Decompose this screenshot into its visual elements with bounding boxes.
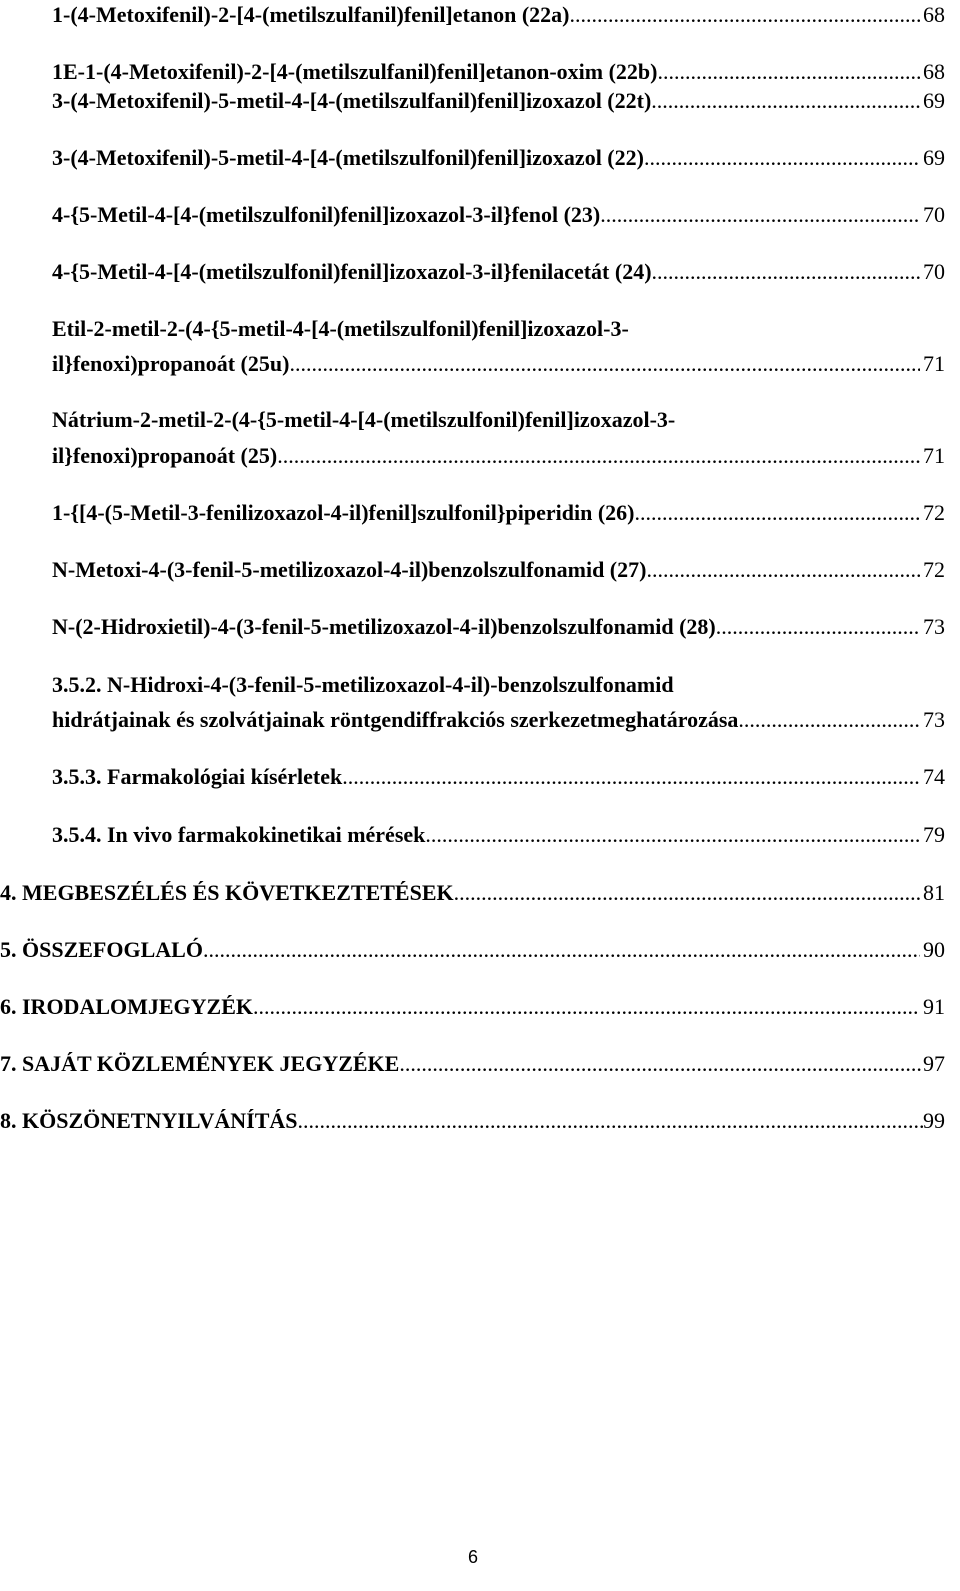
toc-leader-dots [644, 145, 920, 171]
toc-entry-title-line1: Nátrium-2-metil-2-(4-{5-metil-4-[4-(metilszulfonil)fenil]izoxazol-3- [52, 407, 676, 432]
toc-entry-title: N-Metoxi-4-(3-fenil-5-metilizoxazol-4-il)benzolszulfonamid (27) [52, 557, 647, 582]
toc-entry-page: 81 [923, 880, 945, 905]
toc-leader-dots [652, 259, 920, 285]
toc-entry-page: 71 [923, 351, 945, 376]
toc-entry-title: 4. MEGBESZÉLÉS ÉS KÖVETKEZTETÉSEK [0, 880, 454, 905]
toc-entry-page: 97 [923, 1051, 945, 1076]
toc-entry-title-line1: 3.5.2. N-Hidroxi-4-(3-fenil-5-metilizoxazol-4-il)-benzolszulfonamid [52, 672, 674, 697]
toc-entry-title: 8. KÖSZÖNETNYILVÁNÍTÁS [0, 1108, 298, 1133]
toc-entry-title: N-(2-Hidroxietil)-4-(3-fenil-5-metilizoxazol-4-il)benzolszulfonamid (28) [52, 614, 716, 639]
toc-entry-page: 73 [923, 614, 945, 639]
toc-entry-page: 99 [923, 1108, 945, 1133]
toc-entry-title: 5. ÖSSZEFOGLALÓ [0, 937, 203, 962]
toc-entry-title-line1: Etil-2-metil-2-(4-{5-metil-4-[4-(metilszulfonil)fenil]izoxazol-3- [52, 316, 629, 341]
toc-leader-dots [203, 937, 920, 963]
toc-entry-page: 72 [923, 557, 945, 582]
toc-entry-page: 68 [923, 59, 945, 84]
toc-entry-page: 91 [923, 994, 945, 1019]
toc-leader-dots [646, 557, 920, 583]
toc-entry-title: 3-(4-Metoxifenil)-5-metil-4-[4-(metilszulfonil)fenil]izoxazol (22) [52, 145, 644, 170]
toc-leader-dots [569, 2, 920, 28]
toc-entry-page: 74 [923, 764, 945, 789]
toc-entry-title: hidrátjainak és szolvátjainak röntgendiffrakciós szerkezetmeghatározása [52, 707, 739, 732]
toc-leader-dots [399, 1051, 923, 1077]
toc-leader-dots [342, 764, 920, 790]
toc-leader-dots [277, 443, 920, 469]
toc-entry-page: 71 [923, 443, 945, 468]
toc-leader-dots [253, 994, 920, 1020]
toc-entry-page: 69 [923, 145, 945, 170]
toc-entry-title: 3-(4-Metoxifenil)-5-metil-4-[4-(metilszulfanil)fenil]izoxazol (22t) [52, 88, 652, 113]
toc-entry-page: 90 [923, 937, 945, 962]
toc-entry-title: 1-{[4-(5-Metil-3-fenilizoxazol-4-il)fenil]szulfonil}piperidin (26) [52, 500, 635, 525]
toc-leader-dots [716, 614, 920, 640]
toc-leader-dots [298, 1108, 924, 1134]
toc-entry-page: 70 [923, 259, 945, 284]
toc-entry-title: 1E-1-(4-Metoxifenil)-2-[4-(metilszulfanil)fenil]etanon-oxim (22b) [52, 59, 658, 84]
toc-entry-page: 70 [923, 202, 945, 227]
toc-leader-dots [289, 351, 920, 377]
toc-entry-page: 72 [923, 500, 945, 525]
toc-entry-title: 4-{5-Metil-4-[4-(metilszulfonil)fenil]izoxazol-3-il}fenilacetát (24) [52, 259, 652, 284]
toc-entry-page: 68 [923, 2, 945, 27]
toc-entry-page: 79 [923, 822, 945, 847]
toc-leader-dots [635, 500, 920, 526]
toc-leader-dots [657, 59, 920, 85]
toc-entry-title: il}fenoxi)propanoát (25) [52, 443, 278, 468]
toc-leader-dots [454, 880, 920, 906]
toc-entry-title: 3.5.3. Farmakológiai kísérletek [52, 764, 343, 789]
page-number: 6 [467, 1547, 478, 1567]
toc-entry-title: 1-(4-Metoxifenil)-2-[4-(metilszulfanil)fenil]etanon (22a) [52, 2, 570, 27]
toc-entry-title: 6. IRODALOMJEGYZÉK [0, 994, 254, 1019]
toc-entry-page: 73 [923, 707, 945, 732]
toc-leader-dots [738, 707, 920, 733]
toc-leader-dots [651, 88, 920, 114]
toc-entry-title: 3.5.4. In vivo farmakokinetikai mérések [52, 822, 426, 847]
toc-entry-page: 69 [923, 88, 945, 113]
toc-entry-title: il}fenoxi)propanoát (25u) [52, 351, 290, 376]
toc-entry-title: 4-{5-Metil-4-[4-(metilszulfonil)fenil]izoxazol-3-il}fenol (23) [52, 202, 601, 227]
toc-entry-title: 7. SAJÁT KÖZLEMÉNYEK JEGYZÉKE [0, 1051, 400, 1076]
toc-leader-dots [425, 822, 920, 848]
toc-leader-dots [600, 202, 920, 228]
